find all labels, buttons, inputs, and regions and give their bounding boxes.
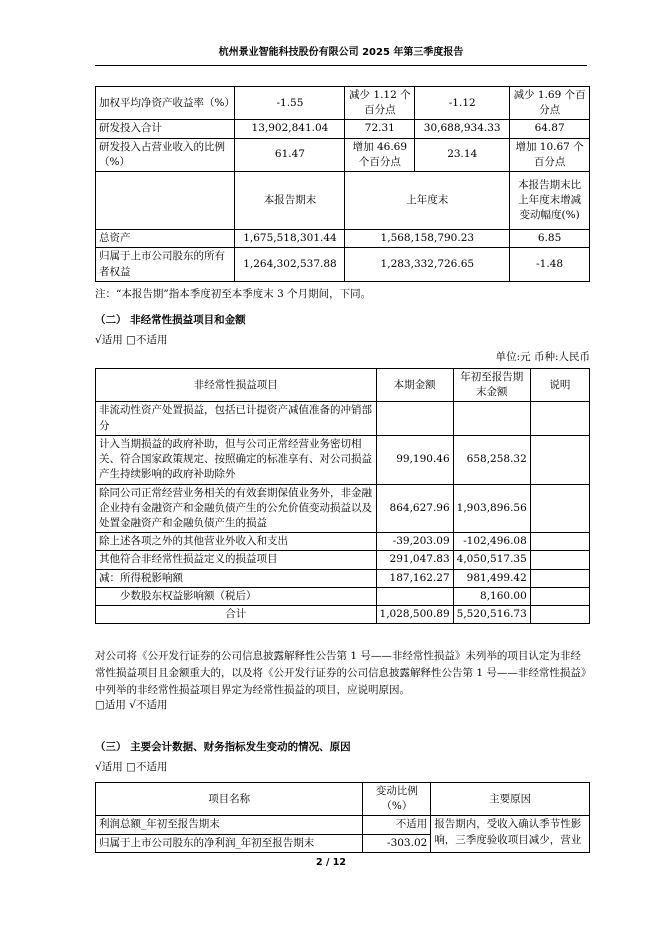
empty-cell	[96, 172, 235, 230]
row-label: 研发投入占营业收入的比例（%）	[96, 138, 235, 171]
ytd-amount: 1,903,896.56	[453, 484, 530, 533]
note-cell	[530, 402, 589, 435]
table-row	[96, 402, 590, 435]
current-amount	[376, 587, 453, 605]
cell-value: 1,568,158,790.23	[345, 230, 510, 248]
applicable-checkbox-line: √适用 □不适用	[95, 334, 168, 346]
table-row	[96, 138, 590, 171]
column-header: 上年度末	[345, 172, 510, 230]
table-row	[96, 569, 590, 587]
row-label: 归属于上市公司股东的所有者权益	[96, 248, 235, 281]
column-header: 本报告期末比上年度末增减变动幅度(%)	[510, 172, 590, 230]
cell-value: 1,264,302,537.88	[235, 248, 345, 281]
cell-value: -1.12	[415, 87, 510, 120]
column-header: 项目名称	[96, 783, 363, 816]
table-row	[96, 551, 590, 569]
item-label: 少数股东权益影响额（税后）	[96, 587, 377, 605]
note-cell	[530, 551, 589, 569]
change-ratio: 不适用	[363, 816, 431, 834]
unit-currency-label: 单位:元 币种:人民币	[495, 351, 590, 363]
column-header: 主要原因	[431, 783, 590, 816]
item-label: 其他符合非经常性损益定义的损益项目	[96, 551, 377, 569]
indicator-changes-table	[95, 782, 590, 853]
applicable-checkbox-line: √适用 □不适用	[95, 761, 168, 773]
table-row	[96, 120, 590, 138]
note-cell	[530, 569, 589, 587]
table-row	[96, 587, 590, 605]
item-label: 归属于上市公司股东的净利润_年初至报告期末	[96, 834, 363, 852]
ytd-amount	[453, 402, 530, 435]
ytd-amount: -102,496.08	[453, 533, 530, 551]
cell-value: 13,902,841.04	[235, 120, 345, 138]
ytd-amount: 658,258.32	[453, 435, 530, 484]
nonrecurring-items-table	[95, 368, 590, 624]
item-label: 非流动性资产处置损益，包括已计提资产减值准备的冲销部分	[96, 402, 377, 435]
table-header-row	[96, 783, 590, 816]
row-label: 加权平均净资产收益率（%）	[96, 87, 235, 120]
note-cell	[530, 484, 589, 533]
cell-value: 减少 1.69 个百分点	[510, 87, 590, 120]
current-amount: 291,047.83	[376, 551, 453, 569]
column-header: 本期金额	[376, 369, 453, 402]
section-title-changes: （三） 主要会计数据、财务指标发生变动的情况、原因	[95, 741, 351, 753]
row-label: 总资产	[96, 230, 235, 248]
cell-value: 64.87	[510, 120, 590, 138]
applicable-checkbox-line: □适用 √不适用	[95, 699, 168, 711]
note-cell	[530, 587, 589, 605]
cell-value: 6.85	[510, 230, 590, 248]
note-cell	[530, 435, 589, 484]
item-label: 计入当期损益的政府补助，但与公司正常经营业务密切相关、符合国家政策规定、按照确定的标准享有、对公司损益产生持续影响的政府补助除外	[96, 435, 377, 484]
column-header: 非经常性损益项目	[96, 369, 377, 402]
current-amount: 187,162.27	[376, 569, 453, 587]
total-label: 合计	[96, 606, 377, 624]
cell-value: 增加 10.67 个百分点	[510, 138, 590, 171]
ytd-amount: 981,499.42	[453, 569, 530, 587]
item-label: 利润总额_年初至报告期末	[96, 816, 363, 834]
cell-value: 72.31	[345, 120, 415, 138]
cell-value: 增加 46.69 个百分点	[345, 138, 415, 171]
cell-value: 1,675,518,301.44	[235, 230, 345, 248]
page-number: 2 / 12	[316, 857, 346, 868]
disclosure-paragraph: 对公司将《公开发行证券的公司信息披露解释性公告第 1 号——非经常性损益》未列举的项目认定为非经常性损益项目且金额重大的，以及将《公开发行证券的公司信息披露解释性公告第 1 号——非经常性损益》中列举的非经常性损益项目界定为经常性损益的项目，应说明原因。	[95, 650, 587, 696]
table-row	[96, 533, 590, 551]
note-cell	[530, 606, 589, 624]
total-ytd-amount: 5,520,516.73	[453, 606, 530, 624]
item-label: 除同公司正常经营业务相关的有效套期保值业务外，非金融企业持有金融资产和金融负债产生的公允价值变动损益以及处置金融资产和金融负债产生的损益	[96, 484, 377, 533]
cell-value: 61.47	[235, 138, 345, 171]
table-row	[96, 435, 590, 484]
table-row	[96, 816, 590, 834]
column-header: 本报告期末	[235, 172, 345, 230]
total-current-amount: 1,028,500.89	[376, 606, 453, 624]
total-row	[96, 606, 590, 624]
current-amount: 864,627.96	[376, 484, 453, 533]
column-header: 说明	[530, 369, 589, 402]
table-row	[96, 248, 590, 281]
key-financial-data-table	[95, 86, 590, 282]
current-amount: -39,203.09	[376, 533, 453, 551]
row-label: 研发投入合计	[96, 120, 235, 138]
change-ratio: -303.02	[363, 834, 431, 852]
current-amount	[376, 402, 453, 435]
item-label: 除上述各项之外的其他营业外收入和支出	[96, 533, 377, 551]
item-label: 减：所得税影响额	[96, 569, 377, 587]
ytd-amount: 4,050,517.35	[453, 551, 530, 569]
cell-value: -1.55	[235, 87, 345, 120]
cell-value: -1.48	[510, 248, 590, 281]
cell-value: 减少 1.12 个百分点	[345, 87, 415, 120]
cell-value: 1,283,332,726.65	[345, 248, 510, 281]
current-amount: 99,190.46	[376, 435, 453, 484]
table-row	[96, 484, 590, 533]
section-title-nonrecurring: （二） 非经常性损益项目和金额	[95, 314, 246, 326]
main-reason: 报告期内，受收入确认季节性影响，三季度验收项目减少，营业	[431, 816, 590, 852]
note-cell	[530, 533, 589, 551]
page-header: 杭州景业智能科技股份有限公司 2025 年第三季度报告	[95, 46, 587, 66]
table-note: 注：“本报告期”指本季度初至本季度末 3 个月期间，下同。	[95, 288, 372, 300]
cell-value: 23.14	[415, 138, 510, 171]
table-header-row	[96, 369, 590, 402]
column-header: 年初至报告期末金额	[453, 369, 530, 402]
table-header-row	[96, 172, 590, 230]
table-row	[96, 87, 590, 120]
ytd-amount: 8,160.00	[453, 587, 530, 605]
cell-value: 30,688,934.33	[415, 120, 510, 138]
column-header: 变动比例（%）	[363, 783, 431, 816]
table-row	[96, 230, 590, 248]
